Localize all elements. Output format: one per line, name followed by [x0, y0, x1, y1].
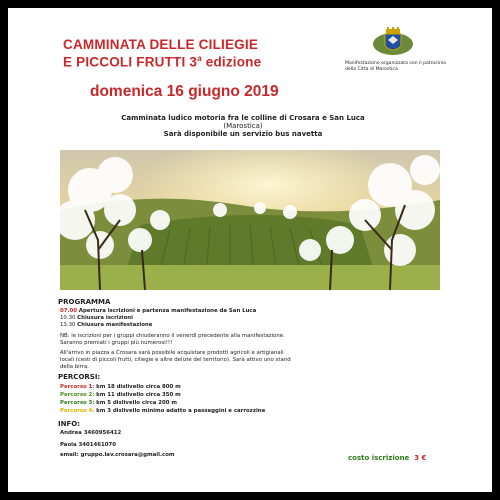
cost-value: 3 €	[414, 454, 427, 462]
percorso-item: Percorso 3: km 5 dislivello circa 200 m	[60, 400, 178, 406]
title-line-2: E PICCOLI FRUTTI 3$^a$ edizione	[63, 54, 262, 70]
note-line: All'arrivo in piazza a Crosara sarà possibile acquistare prodotti agricoli e artigianali	[60, 350, 284, 356]
percorso-item: Percorso 4: km 3 dislivello minimo adatto a passeggini e carrozzine	[60, 408, 266, 414]
subtitle-line-3: Sarà disponibile un servizio bus navetta	[163, 130, 323, 138]
event-date: domenica 16 giugno 2019	[90, 83, 279, 100]
note-line: NB: le iscrizioni per i gruppi chiuderanno il venerdì precedente alla manifestazione.	[60, 333, 285, 339]
note-line: della birra.	[60, 364, 90, 370]
percorso-item: Percorso 2: km 11 dislivello circa 350 m	[60, 392, 181, 398]
info-email: email: gruppo.lav.crosara@gmail.com	[60, 452, 175, 458]
percorso-item: Percorso 1: km 18 dislivello circa 800 m	[60, 384, 181, 390]
municipal-crest-icon	[371, 26, 415, 58]
info-contact: Paola 3401461070	[60, 442, 117, 448]
programma-item: 10.30 Chiusura iscrizioni	[60, 315, 133, 321]
programma-item: 13.30 Chiusura manifestazione	[60, 322, 153, 328]
flyer-page	[8, 8, 492, 492]
note-line: Saranno premiati i gruppi più numerosi!!!	[60, 340, 173, 346]
info-contact: Andrea 3460956412	[60, 430, 122, 436]
programma-item: 07.00 Apertura iscrizioni e partenza manifestazione da San Luca	[60, 308, 257, 314]
title-line-1: CAMMINATA DELLE CILIEGIE	[63, 37, 259, 52]
programma-heading: PROGRAMMA	[58, 298, 111, 306]
subtitle-line-2: (Marostica)	[223, 122, 263, 130]
sponsor-text: Manifestazione organizzata con il patrocinio della Città di Marostica	[345, 61, 447, 72]
cherry-orchard-photo	[60, 150, 440, 290]
info-heading: INFO:	[58, 420, 80, 428]
percorsi-heading: PERCORSI:	[58, 373, 101, 381]
cost-label: costo iscrizione 3 €	[348, 454, 427, 462]
event-title	[63, 38, 261, 70]
note-line: locali (cesti di piccoli frutti, ciliegie e altre delizie del territorio). Sarà attivo uno stand	[60, 357, 291, 363]
subtitle-line-1: Camminata ludico motoria fra le colline di Crosara e San Luca	[121, 114, 365, 122]
